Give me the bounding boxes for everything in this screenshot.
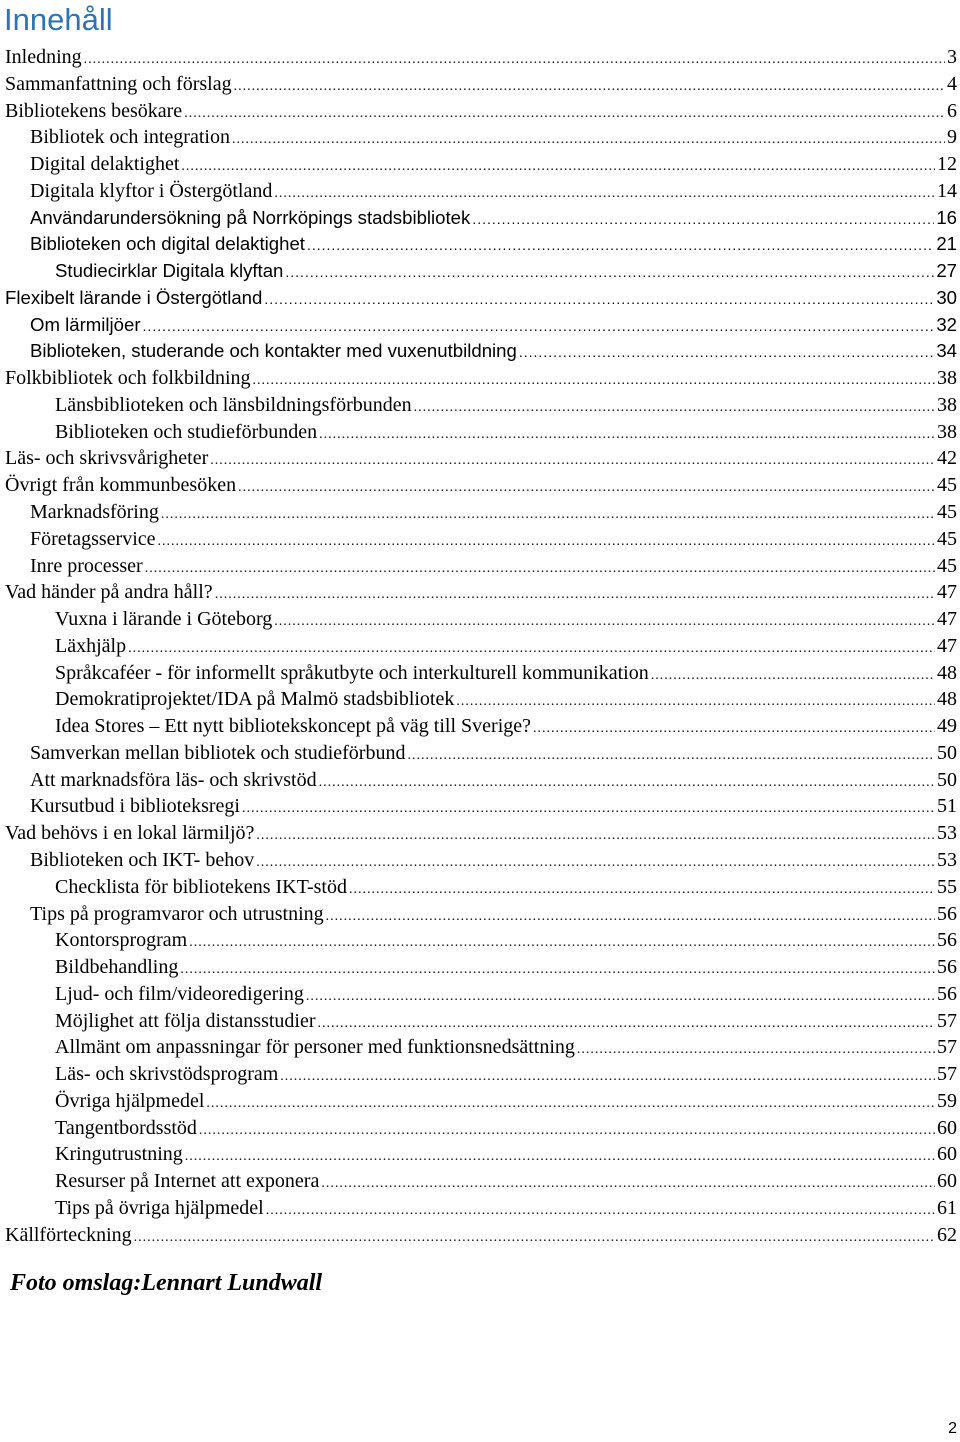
toc-entry-page: 45: [937, 554, 957, 577]
toc-entry-page: 50: [937, 768, 957, 791]
dot-leader: [274, 609, 935, 633]
toc-entry-page: 45: [937, 501, 957, 524]
photo-credit: Foto omslag:Lennart Lundwall: [10, 1270, 323, 1296]
toc-entry[interactable]: [0, 579, 960, 606]
toc-entry-page: 51: [937, 795, 957, 818]
toc-entry-title: Företagsservice: [30, 527, 156, 550]
dot-leader: [349, 877, 935, 901]
toc-entry-page: 6: [947, 99, 957, 122]
toc-entry-title: Folkbibliotek och folkbildning: [5, 367, 251, 390]
toc-entry-title: Inledning: [5, 46, 82, 68]
dot-leader: [256, 823, 935, 847]
toc-entry-title: Biblioteken och IKT- behov: [30, 848, 255, 871]
toc-entry-page: 21: [936, 233, 957, 255]
toc-entry-page: 9: [947, 126, 957, 149]
toc-entry-title: Att marknadsföra läs- och skrivstöd: [30, 768, 317, 791]
dot-leader: [285, 259, 934, 285]
toc-entry-page: 57: [937, 1036, 957, 1059]
toc-entry-title: Vad behövs i en lokal lärmiljö?: [5, 822, 255, 845]
toc-entry[interactable]: [0, 178, 960, 205]
toc-entry-page: 45: [937, 527, 957, 550]
toc-entry-page: 56: [937, 982, 957, 1005]
dot-leader: [456, 689, 935, 713]
dot-leader: [234, 74, 945, 98]
toc-entry-page: 34: [936, 340, 957, 362]
toc-entry-page: 47: [937, 608, 957, 631]
toc-entry-page: 60: [937, 1116, 957, 1139]
toc-entry-page: 32: [936, 313, 957, 335]
dot-leader: [319, 770, 935, 794]
dot-leader: [180, 957, 935, 981]
toc-entry-page: 3: [947, 46, 957, 68]
toc-entry-page: 42: [937, 447, 957, 470]
toc-entry[interactable]: [0, 874, 960, 901]
toc-entry[interactable]: [0, 793, 960, 820]
toc-entry[interactable]: [0, 1222, 960, 1249]
toc-entry[interactable]: [0, 392, 960, 419]
toc-entry-title: Kringutrustning: [55, 1143, 183, 1166]
toc-entry[interactable]: [0, 553, 960, 580]
toc-entry-page: 55: [937, 875, 957, 898]
toc-entry-title: Studiecirklar Digitala klyftan: [55, 260, 284, 282]
toc-entry[interactable]: [0, 71, 960, 98]
toc-entry-title: Bildbehandling: [55, 956, 179, 979]
dot-leader: [306, 984, 935, 1008]
dot-leader: [145, 556, 935, 580]
dot-leader: [533, 716, 935, 740]
dot-leader: [210, 448, 935, 472]
toc-entry[interactable]: [0, 1195, 960, 1222]
toc-entry-title: Vad händer på andra håll?: [5, 581, 213, 604]
dot-leader: [158, 529, 935, 553]
toc-entry-page: 4: [947, 72, 957, 95]
dot-leader: [242, 796, 935, 820]
dot-leader: [215, 582, 935, 606]
toc-entry-title: Länsbiblioteken och länsbildningsförbunden: [55, 393, 412, 416]
toc-entry-title: Digitala klyftor i Östergötland: [30, 179, 273, 202]
toc-entry[interactable]: [0, 606, 960, 633]
dot-leader: [266, 1198, 935, 1222]
toc-entry-title: Allmänt om anpassningar för personer med funktionsnedsättning: [55, 1036, 575, 1059]
toc-entry-title: Tips på programvaror och utrustning: [30, 902, 324, 925]
toc-entry[interactable]: [0, 365, 960, 392]
dot-leader: [253, 368, 935, 392]
toc-entry-page: 38: [937, 420, 957, 443]
toc-entry-title: Övrigt från kommunbesöken: [5, 474, 237, 497]
dot-leader: [184, 101, 945, 125]
toc-entry-page: 38: [937, 393, 957, 416]
dot-leader: [472, 206, 934, 232]
toc-entry-page: 53: [937, 822, 957, 845]
dot-leader: [651, 663, 935, 687]
toc-entry-title: Läxhjälp: [55, 634, 127, 657]
toc-entry[interactable]: [0, 1168, 960, 1195]
dot-leader: [577, 1037, 935, 1061]
toc-entry-title: Bibliotekens besökare: [5, 99, 183, 122]
toc-entry[interactable]: [0, 660, 960, 687]
dot-leader: [264, 286, 934, 312]
dot-leader: [256, 850, 935, 874]
toc-entry-page: 14: [937, 179, 957, 202]
table-of-contents: [0, 44, 960, 1248]
toc-entry[interactable]: [0, 472, 960, 499]
toc-entry-title: Bibliotek och integration: [30, 126, 230, 149]
toc-entry[interactable]: [0, 820, 960, 847]
dot-leader: [407, 743, 935, 767]
toc-entry[interactable]: [0, 499, 960, 526]
toc-entry-title: Läs- och skrivsvårigheter: [5, 447, 209, 470]
toc-entry[interactable]: [0, 767, 960, 794]
toc-entry-page: 50: [937, 741, 957, 764]
toc-entry-title: Biblioteken och studieförbunden: [55, 420, 318, 443]
toc-entry-page: 38: [937, 367, 957, 390]
dot-leader: [319, 422, 935, 446]
toc-entry-title: Om lärmiljöer: [30, 313, 141, 335]
dot-leader: [519, 339, 934, 365]
dot-leader: [128, 636, 935, 660]
dot-leader: [326, 904, 935, 928]
dot-leader: [143, 313, 935, 339]
toc-entry[interactable]: [0, 713, 960, 740]
toc-entry[interactable]: [0, 124, 960, 151]
dot-leader: [232, 127, 945, 151]
dot-leader: [84, 47, 945, 71]
dot-leader: [134, 1225, 935, 1249]
toc-entry-page: 47: [937, 581, 957, 604]
toc-entry-title: Flexibelt lärande i Östergötland: [5, 286, 263, 308]
toc-entry[interactable]: [0, 1061, 960, 1088]
toc-entry[interactable]: [0, 205, 960, 232]
toc-entry-page: 57: [937, 1009, 957, 1032]
dot-leader: [274, 181, 935, 205]
page-number: 2: [948, 1420, 957, 1437]
toc-entry-title: Digital delaktighet: [30, 153, 180, 176]
toc-entry-title: Marknadsföring: [30, 501, 159, 524]
toc-entry[interactable]: [0, 1008, 960, 1035]
toc-entry-title: Checklista för bibliotekens IKT-stöd: [55, 875, 347, 898]
toc-entry-page: 56: [937, 929, 957, 952]
toc-entry-page: 61: [937, 1196, 957, 1219]
toc-entry[interactable]: [0, 633, 960, 660]
dot-leader: [321, 1171, 935, 1195]
toc-entry[interactable]: [0, 1141, 960, 1168]
toc-entry[interactable]: [0, 927, 960, 954]
toc-entry[interactable]: [0, 98, 960, 125]
toc-entry-title: Inre processer: [30, 554, 143, 577]
toc-entry-title: Kursutbud i biblioteksregi: [30, 795, 240, 818]
toc-entry[interactable]: [0, 981, 960, 1008]
toc-entry-page: 48: [937, 661, 957, 684]
toc-entry-title: Kontorsprogram: [55, 929, 188, 952]
toc-entry-page: 16: [936, 206, 957, 228]
dot-leader: [318, 1011, 935, 1035]
toc-entry[interactable]: [0, 1034, 960, 1061]
toc-entry-title: Demokratiprojektet/IDA på Malmö stadsbibliotek: [55, 688, 455, 711]
toc-entry-page: 12: [937, 153, 957, 176]
toc-entry[interactable]: [0, 1115, 960, 1142]
dot-leader: [189, 930, 935, 954]
toc-entry-page: 27: [936, 260, 957, 282]
toc-entry-page: 47: [937, 634, 957, 657]
toc-entry-page: 62: [937, 1223, 957, 1246]
toc-entry-title: Idea Stores – Ett nytt bibliotekskoncept på väg till Sverige?: [55, 715, 532, 738]
toc-entry[interactable]: [0, 686, 960, 713]
toc-entry-title: Vuxna i lärande i Göteborg: [55, 608, 273, 631]
toc-entry[interactable]: [0, 1088, 960, 1115]
toc-entry-title: Tangentbordsstöd: [55, 1116, 197, 1139]
toc-entry-title: Användarundersökning på Norrköpings stadsbibliotek: [30, 206, 471, 228]
toc-entry[interactable]: [0, 258, 960, 285]
toc-entry-title: Tips på övriga hjälpmedel: [55, 1196, 264, 1219]
toc-entry-title: Biblioteken, studerande och kontakter med vuxenutbildning: [30, 340, 517, 362]
toc-entry[interactable]: [0, 901, 960, 928]
toc-entry[interactable]: [0, 847, 960, 874]
toc-entry-page: 56: [937, 956, 957, 979]
toc-entry[interactable]: [0, 338, 960, 365]
toc-entry[interactable]: [0, 231, 960, 258]
toc-entry-title: Biblioteken och digital delaktighet: [30, 233, 305, 255]
toc-entry-title: Resurser på Internet att exponera: [55, 1170, 320, 1193]
toc-entry-title: Sammanfattning och förslag: [5, 72, 232, 95]
toc-entry[interactable]: [0, 419, 960, 446]
dot-leader: [206, 1091, 935, 1115]
toc-entry-title: Läs- och skrivstödsprogram: [55, 1063, 279, 1086]
dot-leader: [414, 395, 935, 419]
toc-entry-title: Övriga hjälpmedel: [55, 1089, 205, 1112]
dot-leader: [161, 502, 935, 526]
toc-entry-page: 59: [937, 1089, 957, 1112]
toc-entry[interactable]: [0, 740, 960, 767]
toc-entry[interactable]: [0, 44, 960, 71]
toc-entry-page: 45: [937, 474, 957, 497]
dot-leader: [238, 475, 935, 499]
toc-entry-page: 49: [937, 715, 957, 738]
toc-entry[interactable]: [0, 954, 960, 981]
dot-leader: [199, 1118, 935, 1142]
toc-entry[interactable]: [0, 312, 960, 339]
toc-entry-page: 48: [937, 688, 957, 711]
toc-entry[interactable]: [0, 526, 960, 553]
toc-entry-title: Språkcaféer - för informellt språkutbyte och interkulturell kommunikation: [55, 661, 649, 684]
toc-entry-page: 53: [937, 848, 957, 871]
toc-entry-page: 57: [937, 1063, 957, 1086]
toc-entry-title: Möjlighet att följa distansstudier: [55, 1009, 316, 1032]
toc-entry-page: 30: [936, 286, 957, 308]
dot-leader: [185, 1144, 935, 1168]
toc-entry[interactable]: [0, 285, 960, 312]
toc-entry[interactable]: [0, 445, 960, 472]
toc-entry-page: 56: [937, 902, 957, 925]
toc-entry-page: 60: [937, 1170, 957, 1193]
toc-heading: Innehåll: [4, 2, 113, 37]
toc-entry[interactable]: [0, 151, 960, 178]
dot-leader: [307, 232, 934, 258]
toc-entry-page: 60: [937, 1143, 957, 1166]
toc-entry-title: Källförteckning: [5, 1223, 132, 1246]
toc-entry-title: Samverkan mellan bibliotek och studieförbund: [30, 741, 406, 764]
toc-entry-title: Ljud- och film/videoredigering: [55, 982, 304, 1005]
dot-leader: [280, 1064, 935, 1088]
dot-leader: [181, 154, 935, 178]
